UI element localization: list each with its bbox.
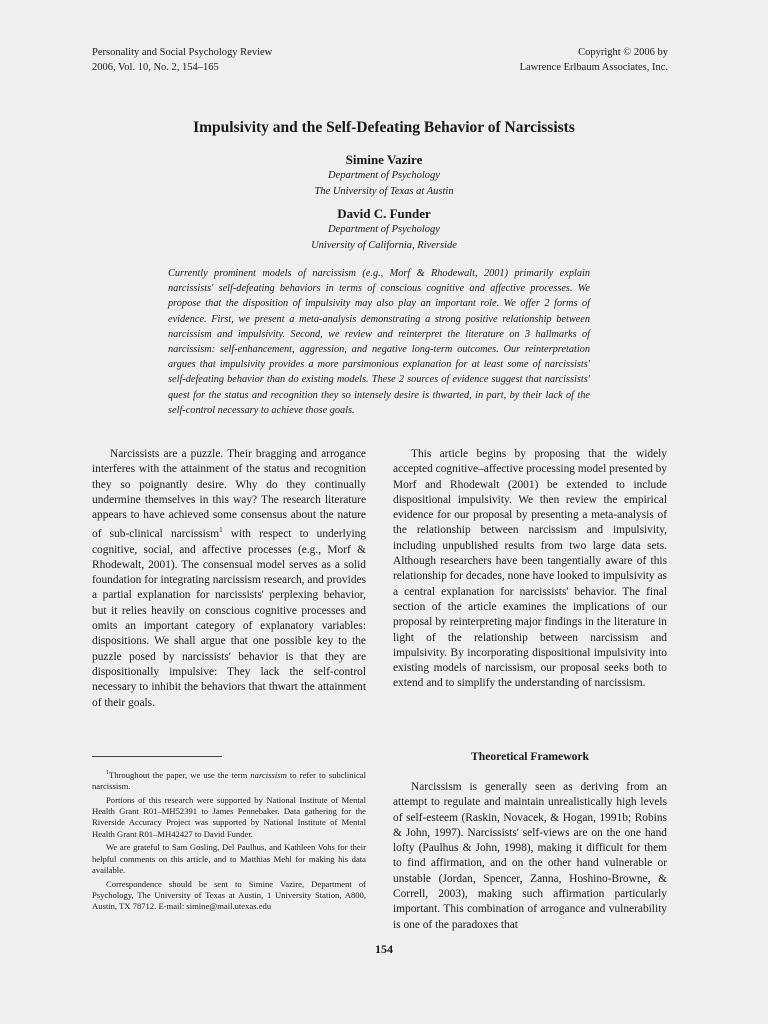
- author-name: David C. Funder: [337, 206, 431, 221]
- author-name: Simine Vazire: [345, 152, 423, 167]
- footnote-1-text: Throughout the paper, we use the term: [109, 769, 251, 780]
- author-institution: University of California, Riverside: [311, 240, 457, 251]
- footnote-1: [92, 768, 366, 793]
- intro-paragraph: [92, 447, 366, 711]
- footnote-marker: 1: [219, 526, 223, 535]
- footnote-1-marker: 1: [106, 770, 109, 776]
- journal-name: Personality and Social Psychology Review: [92, 47, 273, 58]
- overview-paragraph: This article begins by proposing that the widely accepted cognitive–affective processing model presented by Morf and Rhodewalt (2001) be extended to include dispositional impulsivity. We then review the empirical evidence for our proposal by presenting a meta-analysis of the relationship between narcissism and impulsivity, including unpublished results from two large data sets. Although researchers have been tangentially aware of this relationship for decades, none have looked to impulsivity as a central explanation for narcissists' behavior. The final section of the article examines the implications of our proposal by reinterpreting major findings in the literature in light of the relationship between narcissism and impulsivity. By incorporating dispositional impulsivity into existing models of narcissism, our proposal seeks both to extend and to simplify the understanding of narcissism.: [393, 448, 668, 690]
- intro-text-b: with respect to underlying cognitive, social, and affective processes (e.g., Morf & Rhodewalt, 2001). The consensual model serves as a solid foundation for integrating narcissism research, and provides a partial explanation for narcissists' perplexing behavior, but it relies heavily on conscious cognitive processes and omits an important category of explanatory variables: dispositions. We shall argue that one possible key to the puzzle posed by narcissists' behavior is that they are dispositionally impulsive: They lack the self-control necessary to inhibit the behaviors that thwart the attainment of their goals.: [92, 528, 366, 709]
- journal-volume: 2006, Vol. 10, No. 2, 154–165: [92, 62, 219, 73]
- footnote-divider: [92, 756, 222, 757]
- footnotes: [92, 768, 366, 915]
- publisher: Lawrence Erlbaum Associates, Inc.: [519, 62, 668, 73]
- author-department: Department of Psychology: [328, 170, 440, 181]
- journal-citation: [92, 45, 272, 75]
- correspondence-note: Correspondence should be sent to Simine Vazire, Department of Psychology, The University of Texas at Austin, 1 University Station, A800, Austin, TX 78712. E-mail: simine@mail.utexas.edu: [92, 878, 366, 912]
- copyright-notice: [520, 45, 668, 75]
- author-affiliation: [0, 222, 768, 254]
- footnote-1-text-end: to refer to subclinical narcissism.: [92, 769, 367, 792]
- abstract: Currently prominent models of narcissism (e.g., Morf & Rhodewalt, 2001) primarily explain narcissists' self-defeating behaviors in terms of conscious cognitive and affective processes. We propose that the disposition of impulsivity may also play an important role. We offer 2 forms of evidence. First, we present a meta-analysis demonstrating a strong positive relationship between narcissism and impulsivity. Second, we review and reinterpret the literature on 3 hallmarks of narcissism: self-enhancement, aggression, and negative long-term outcomes. Our reinterpretation argues that impulsivity provides a more parsimonious explanation for at least some of narcissists' self-defeating behavior than do existing models. These 2 sources of evidence suggest that narcissists' quest for the status and recognition they so intensely desire is thwarted, in part, by their lack of the self-control necessary to achieve those goals.: [168, 268, 590, 416]
- page-number: 154: [375, 942, 393, 956]
- body-column-left: [92, 447, 366, 711]
- acknowledgments: We are grateful to Sam Gosling, Del Paulhus, and Kathleen Vohs for their helpful comments on this article, and to Matthias Mehl for making his data available.: [92, 842, 366, 876]
- author-affiliation: [0, 168, 768, 200]
- footnote-1-term: narcissism: [250, 769, 287, 780]
- copyright-year: Copyright © 2006 by: [578, 47, 668, 58]
- author-institution: The University of Texas at Austin: [314, 186, 454, 197]
- intro-text-a: Narcissists are a puzzle. Their bragging and arrogance interferes with the attainment of the status and recognition they so poignantly desire. Why do they continually undermine themselves in this way? The research literature appears to have achieved some consensus about the nature of sub-clinical narcissism: [92, 448, 366, 541]
- section-body: [393, 780, 667, 933]
- paper-title: Impulsivity and the Self-Defeating Behavior of Narcissists: [193, 119, 575, 136]
- body-column-right: [393, 447, 667, 692]
- author-department: Department of Psychology: [328, 224, 440, 235]
- section-heading: Theoretical Framework: [471, 750, 589, 763]
- framework-paragraph: Narcissism is generally seen as deriving from an attempt to regulate and maintain unrealistically high levels of self-esteem (Raskin, Novacek, & Hogan, 1991b; Robins & John, 1997). Narcissists' self-views are on the one hand lofty (Paulhus & John, 1998), making it difficult for them to find affirmation, and on the other hand vulnerable or unstable (Jordan, Spencer, Zanna, Hoshino-Browne, & Correll, 2003), making such affirmation particularly important. This combination of arrogance and vulnerability is one of the paradoxes that: [393, 781, 667, 931]
- funding-note: Portions of this research were supported by National Institute of Mental Health Grant R01–MH52391 to James Pennebaker. Data gathering for the Riverside Accuracy Project was supported by National Institute of Mental Health Grant R01–MH42427 to David Funder.: [92, 794, 366, 839]
